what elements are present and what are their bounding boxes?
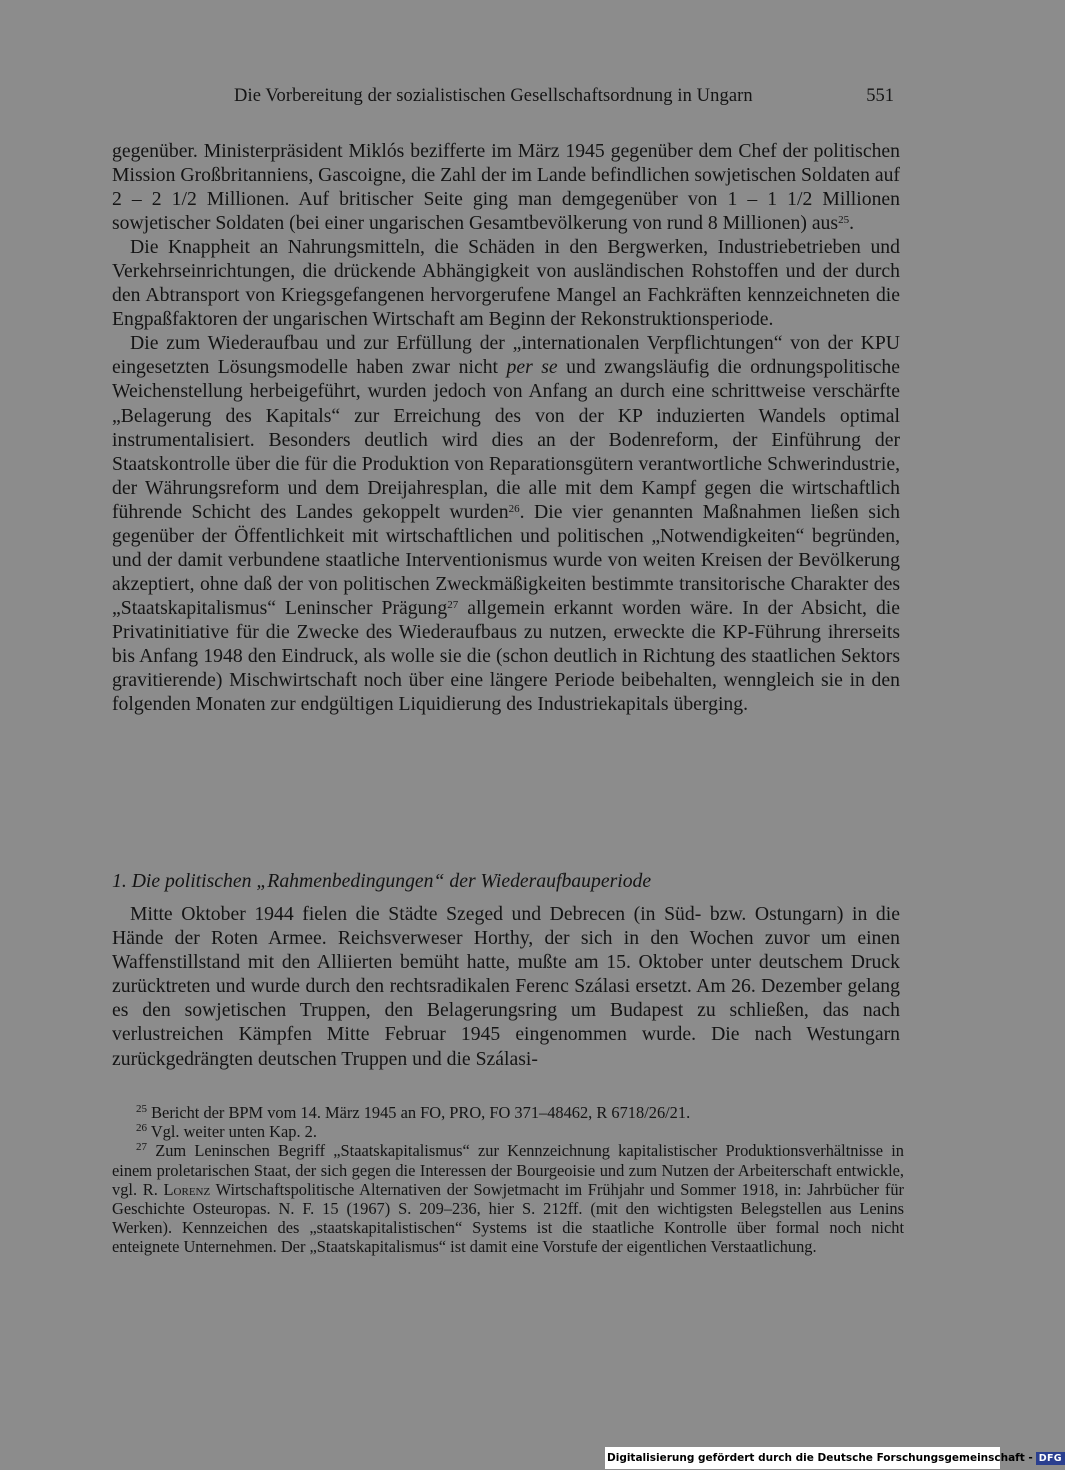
footnote	[112, 1103, 904, 1122]
footnote	[112, 1122, 904, 1141]
footnote-text: Vgl. weiter unten Kap. 2.	[150, 1122, 317, 1142]
footnote-text: Zum Leninschen Begriff „Staatskapitalismus“ zur Kennzeichnung kapitalistischer Produktionsverhältnisse in einem proletarischen Staat, der sich gegen die Interessen der Bourgeoisie und zum Nutzen der Arbeiterschaft entwickle, vgl. R.	[112, 1141, 904, 1199]
paragraph	[112, 331, 900, 716]
paragraph-text: Die zum Wiederaufbau und zur Erfüllung der „internationalen Verpflichtungen“ von der KPU eingesetzten Lösungsmodelle haben zwar nicht	[112, 332, 900, 379]
section-text	[112, 902, 900, 1071]
paragraph-text: allgemein erkannt worden wäre. In der Absicht, die Privatinitiative für die Zwecke des Wiederaufbaus zu nutzen, erweckte die KP-Führung ihrerseits bis Anfang 1948 den Eindruck, als wolle sie die (schon deutlich in Richtung des staatlichen Sektors gravitierende) Mischwirtschaft noch über eine längere Periode beibehalten, wenngleich sie in den folgenden Monaten zur endgültigen Liquidierung des Industriekapitals überging.	[112, 596, 901, 716]
running-title: Die Vorbereitung der sozialistischen Gesellschaftsordnung in Ungarn	[234, 86, 753, 106]
paragraph-text: gegenüber. Ministerpräsident Miklós bezifferte im März 1945 gegenüber dem Chef der politischen Mission Großbritanniens, Gascoigne, die Zahl der im Lande befindlichen sowjetischen Soldaten auf 2 – 2 1/2 Millionen. Auf britischer Seite ging man demgegenüber von 1 – 1 1/2 Millionen sowjetischer Soldaten (bei einer ungarischen Gesamtbevölkerung von rund 8 Millionen) aus	[112, 140, 900, 235]
paragraph: Mitte Oktober 1944 fielen die Städte Szeged und Debrecen (in Süd- bzw. Ostungarn) in die Hände der Roten Armee. Reichsverweser Horthy, der sich in den Wochen zuvor um einen Waffenstillstand mit den Alliierten bemüht hatte, mußte am 15. Oktober unter deutschem Druck zurücktreten und wurde durch den rechtsradikalen Ferenc Szálasi ersetzt. Am 26. Dezember gelang es den sowjetischen Truppen, den Belagerungsring um Budapest zu schließen, das nach verlustreichen Kämpfen Mitte Februar 1945 eingenommen wurde. Die nach Westungarn zurückgedrängten deutschen Truppen und die Szálasi-	[112, 903, 900, 1070]
paragraph	[112, 139, 900, 235]
footnote-mark: 26	[136, 1122, 147, 1135]
body-text	[112, 139, 900, 716]
footnote-reference: 26	[508, 502, 520, 515]
author-name: Lorenz	[163, 1179, 211, 1199]
page-header	[112, 86, 900, 116]
paragraph: Die Knappheit an Nahrungsmitteln, die Schäden in den Bergwerken, Industriebetrieben und Verkehrseinrichtungen, die drückende Abhängigkeit von ausländischen Rohstoffen und der durch den Abtransport von Kriegsgefangenen hervorgerufene Mangel an Fachkräften kennzeichneten die Engpaßfaktoren der ungarischen Wirtschaft am Beginn der Rekonstruktionsperiode.	[112, 236, 900, 331]
paragraph-text: .	[849, 212, 854, 235]
footnotes	[112, 1103, 904, 1257]
paragraph-text: . Die vier genannten Maßnahmen ließen sich gegenüber der Öffentlichkeit mit wirtschaftlichen und politischen „Notwendigkeiten“ begründen, und der damit verbundene staatliche Interventionismus wurde von weiten Kreisen der Bevölkerung akzeptiert, ohne daß der von politischen Zweckmäßigkeiten bestimmte transitorische Charakter des „Staatskapitalismus“ Leninscher Prägung	[112, 500, 900, 619]
footnote	[112, 1141, 904, 1256]
section-heading: 1. Die politischen „Rahmenbedingungen“ der Wiederaufbauperiode	[112, 870, 652, 892]
footnote-mark: 27	[136, 1141, 147, 1154]
paragraph-text: und zwangsläufig die ordnungspolitische Weichenstellung herbeigeführt, wurden jedoch von Anfang an durch eine schrittweise verschärfte „Belagerung des Kapitals“ zur Erreichung des von der KP induzierten Wandels optimal instrumentalisiert. Besonders deutlich wird dies an der Bodenreform, der Einführung der Staatskontrolle über die für die Produktion von Reparationsgütern verantwortliche Schwerindustrie, der Währungsreform und dem Dreijahresplan, die alle mit dem Kampf gegen die wirtschaftlich führende Schicht des Landes gekoppelt wurden	[112, 356, 900, 523]
dfg-logo-icon: DFG	[1036, 1452, 1065, 1465]
digitization-text: Digitalisierung gefördert durch die Deutsche Forschungsgemeinschaft -	[607, 1452, 1033, 1464]
digitization-notice	[605, 1447, 1062, 1469]
page-number: 551	[866, 86, 894, 106]
footnote-text: Bericht der BPM vom 14. März 1945 an FO, PRO, FO 371–48462, R 6718/26/21.	[151, 1103, 691, 1122]
italic-term: per se	[506, 356, 558, 379]
footnote-reference: 27	[447, 598, 459, 611]
footnote-text: Wirtschaftspolitische Alternativen der Sowjetmacht im Frühjahr und Sommer 1918, in: Jahrbücher für Geschichte Osteuropas. N. F. 15 (1967) S. 209–236, hier S. 212ff. (mit den wichtigsten Belegstellen aus Lenins Werken). Kennzeichen des „staatskapitalistischen“ Systems ist die staatliche Kontrolle über formal noch nicht enteignete Unternehmen. Der „Staatskapitalismus“ ist damit eine Vorstufe der eigentlichen Verstaatlichung.	[112, 1179, 904, 1257]
footnote-reference: 25	[838, 214, 850, 227]
footnote-mark: 25	[136, 1103, 147, 1115]
